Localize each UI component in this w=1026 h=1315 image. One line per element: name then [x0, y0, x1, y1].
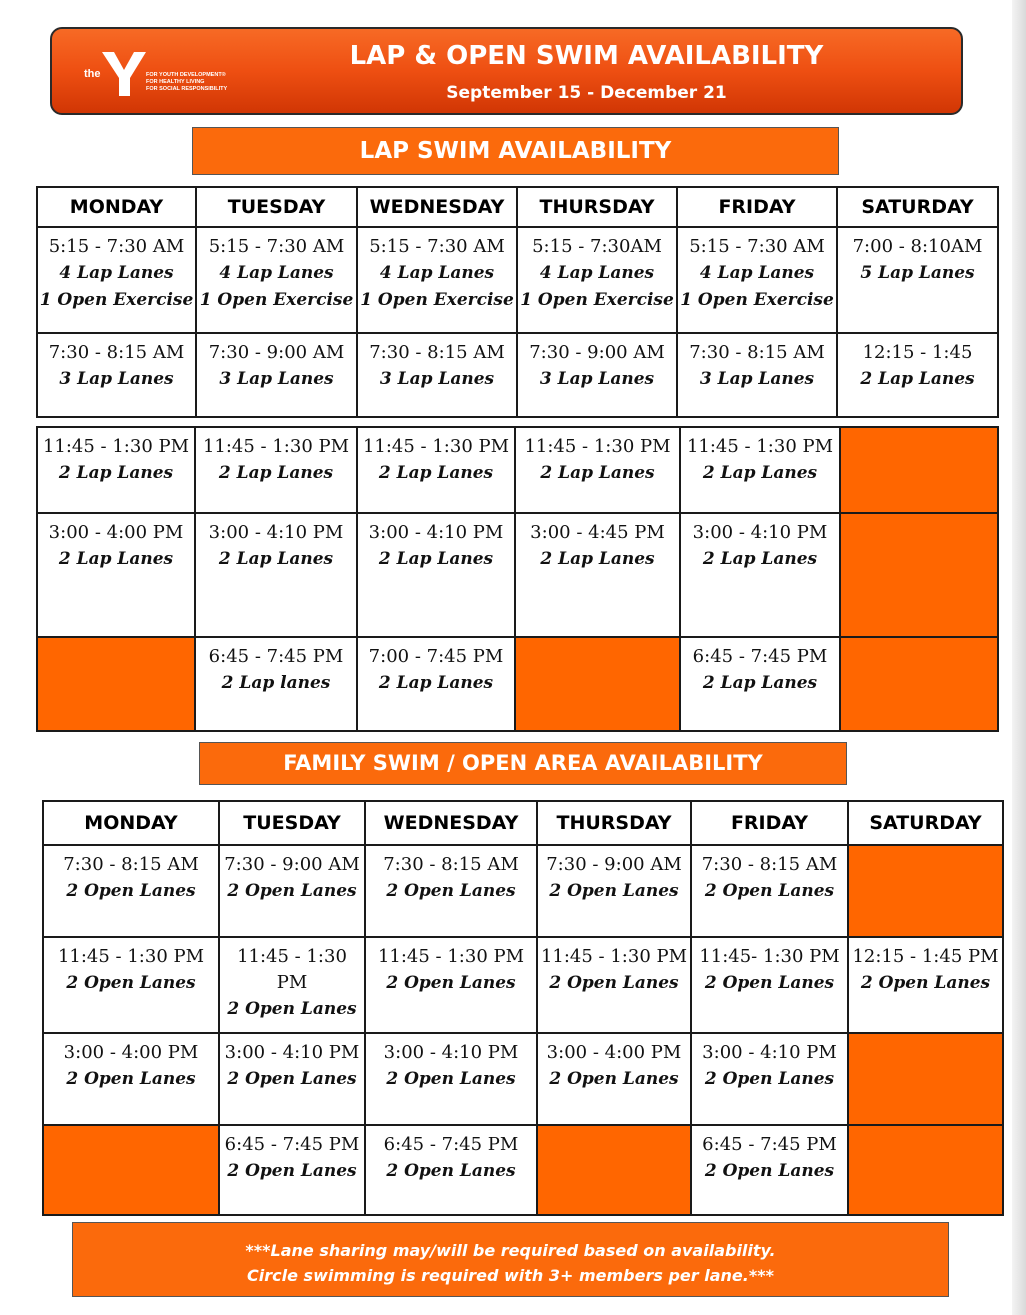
slot-time: 5:15 - 7:30 AM: [369, 236, 505, 257]
slot-lanes: 2 Open Lanes: [386, 973, 516, 993]
time-slot: [691, 1033, 848, 1125]
slot-time: 12:15 - 1:45 PM: [852, 946, 999, 967]
slot-lanes: 4 Lap Lanes: [379, 263, 495, 283]
time-slot: [691, 937, 848, 1033]
unavailable-slot: [515, 637, 680, 731]
slot-time: 3:00 - 4:10 PM: [224, 1042, 360, 1063]
slot-time: 7:30 - 9:00 AM: [546, 854, 682, 875]
time-slot: [195, 637, 357, 731]
logo-tagline-line: FOR YOUTH DEVELOPMENT®: [146, 72, 226, 78]
slot-open-exercise: 1 Open Exercise: [199, 290, 354, 310]
slot-lanes: 5 Lap Lanes: [860, 263, 975, 283]
slot-open-exercise: 1 Open Exercise: [360, 290, 514, 310]
slot-time: 11:45 - 1:30 PM: [57, 946, 205, 967]
slot-time: 6:45 - 7:45 PM: [692, 646, 828, 667]
time-slot: [365, 1125, 537, 1215]
slot-lanes: 2 Open Lanes: [227, 1161, 357, 1181]
slot-lanes: 2 Lap Lanes: [702, 463, 818, 483]
slot-time: 7:00 - 7:45 PM: [368, 646, 504, 667]
slot-time: 7:30 - 8:15 AM: [701, 854, 838, 875]
time-slot: [37, 227, 196, 333]
schedule-row: [43, 1033, 1003, 1125]
time-slot: [219, 937, 365, 1033]
slot-lanes: 2 Open Lanes: [227, 881, 357, 901]
slot-lanes: 2 Open Lanes: [704, 973, 835, 993]
day-header-tuesday: TUESDAY: [219, 801, 365, 845]
slot-time: 7:30 - 8:15 AM: [383, 854, 519, 875]
lap-swim-title: LAP SWIM AVAILABILITY: [192, 127, 839, 175]
slot-lanes: 2 Lap Lanes: [702, 549, 818, 569]
unavailable-slot: [840, 637, 998, 731]
time-slot: [365, 937, 537, 1033]
time-slot: [219, 1125, 365, 1215]
slot-time: 7:00 - 8:10AM: [852, 236, 983, 257]
slot-lanes: 4 Lap Lanes: [539, 263, 655, 283]
time-slot: [195, 427, 357, 513]
time-slot: [515, 513, 680, 637]
slot-lanes: 2 Open Lanes: [549, 881, 679, 901]
time-slot: [677, 227, 837, 333]
time-slot: [837, 333, 998, 417]
time-slot: [357, 637, 515, 731]
time-slot: [680, 427, 840, 513]
slot-time: 7:30 - 9:00 AM: [529, 342, 665, 363]
logo-tagline-line: FOR HEALTHY LIVING: [146, 79, 205, 85]
slot-lanes: 2 Open Lanes: [704, 1161, 835, 1181]
slot-lanes: 2 Lap lanes: [221, 673, 331, 693]
day-header-saturday: SATURDAY: [837, 187, 998, 227]
slot-lanes: 2 Open Lanes: [386, 1069, 516, 1089]
slot-lanes: 2 Open Lanes: [227, 1069, 357, 1089]
slot-lanes: 2 Open Lanes: [386, 1161, 516, 1181]
slot-lanes: 2 Lap Lanes: [860, 369, 975, 389]
time-slot: [848, 937, 1003, 1033]
slot-lanes: 3 Lap Lanes: [539, 369, 655, 389]
slot-time: 6:45 - 7:45 PM: [208, 646, 344, 667]
time-slot: [517, 333, 677, 417]
notice-line-2: Circle swimming is required with 3+ members per lane.***: [247, 1266, 774, 1285]
schedule-row: [43, 1125, 1003, 1215]
slot-time: 3:00 - 4:10 PM: [383, 1042, 519, 1063]
time-slot: [537, 937, 691, 1033]
slot-time: 7:30 - 9:00 AM: [208, 342, 345, 363]
date-range: September 15 - December 21: [446, 83, 727, 103]
schedule-row: [43, 845, 1003, 937]
time-slot: [43, 1033, 219, 1125]
slot-lanes: 2 Lap Lanes: [58, 463, 174, 483]
slot-time: 7:30 - 8:15 AM: [369, 342, 505, 363]
slot-lanes: 3 Lap Lanes: [59, 369, 174, 389]
slot-lanes: 4 Lap Lanes: [59, 263, 174, 283]
slot-open-exercise: 1 Open Exercise: [680, 290, 834, 310]
slot-lanes: 2 Lap Lanes: [58, 549, 174, 569]
slot-lanes: 2 Lap Lanes: [378, 463, 494, 483]
unavailable-slot: [43, 1125, 219, 1215]
slot-time: 3:00 - 4:00 PM: [48, 522, 184, 543]
logo-tagline: [146, 72, 227, 93]
time-slot: [37, 333, 196, 417]
time-slot: [219, 845, 365, 937]
slot-time: 5:15 - 7:30 AM: [689, 236, 825, 257]
unavailable-slot: [840, 513, 998, 637]
slot-lanes: 2 Open Lanes: [704, 881, 835, 901]
time-slot: [357, 427, 515, 513]
slot-time: 6:45 - 7:45 PM: [702, 1134, 837, 1155]
slot-time: 11:45 - 1:30 PM: [362, 436, 510, 457]
time-slot: [677, 333, 837, 417]
schedule-row: [37, 333, 998, 417]
family-swim-table: [42, 800, 1004, 1216]
time-slot: [537, 845, 691, 937]
slot-open-exercise: 1 Open Exercise: [520, 290, 674, 310]
slot-lanes: 2 Lap Lanes: [702, 673, 818, 693]
slot-time: 5:15 - 7:30 AM: [48, 236, 185, 257]
time-slot: [680, 513, 840, 637]
schedule-row: [37, 637, 998, 731]
slot-time: 11:45 - 1:30 PM: [202, 436, 350, 457]
slot-time: 3:00 - 4:10 PM: [208, 522, 344, 543]
slot-time: 12:15 - 1:45: [862, 342, 973, 363]
time-slot: [537, 1033, 691, 1125]
notice-line-1: ***Lane sharing may/will be required based on availability.: [245, 1241, 776, 1260]
time-slot: [196, 333, 357, 417]
time-slot: [680, 637, 840, 731]
slot-lanes: 2 Open Lanes: [704, 1069, 835, 1089]
logo-the-text: the: [84, 68, 101, 80]
slot-lanes: 2 Open Lanes: [66, 881, 196, 901]
slot-lanes: 2 Lap Lanes: [540, 463, 655, 483]
day-header-friday: FRIDAY: [677, 187, 837, 227]
slot-lanes: 3 Lap Lanes: [219, 369, 334, 389]
time-slot: [691, 1125, 848, 1215]
slot-lanes: 2 Open Lanes: [386, 881, 516, 901]
slot-lanes: 2 Lap Lanes: [378, 673, 494, 693]
slot-lanes: 2 Lap Lanes: [540, 549, 655, 569]
slot-time: 3:00 - 4:10 PM: [692, 522, 828, 543]
slot-time: 3:00 - 4:45 PM: [530, 522, 665, 543]
time-slot: [365, 845, 537, 937]
time-slot: [196, 227, 357, 333]
time-slot: [195, 513, 357, 637]
slot-lanes: 4 Lap Lanes: [219, 263, 334, 283]
slot-time: 7:30 - 8:15 AM: [689, 342, 825, 363]
slot-time: 3:00 - 4:10 PM: [368, 522, 504, 543]
day-header-saturday: SATURDAY: [848, 801, 1003, 845]
day-header-monday: MONDAY: [43, 801, 219, 845]
time-slot: [357, 333, 517, 417]
slot-time: 7:30 - 8:15 AM: [63, 854, 199, 875]
slot-time: 11:45- 1:30 PM: [699, 946, 840, 967]
time-slot: [219, 1033, 365, 1125]
slot-lanes: 2 Open Lanes: [549, 1069, 679, 1089]
slot-lanes: 2 Open Lanes: [860, 973, 991, 993]
day-header-wednesday: WEDNESDAY: [357, 187, 517, 227]
time-slot: [357, 227, 517, 333]
slot-time: 11:45 - 1:30 PM: [237, 946, 347, 993]
unavailable-slot: [848, 1033, 1003, 1125]
slot-time: 6:45 - 7:45 PM: [224, 1134, 360, 1155]
slot-time: 3:00 - 4:00 PM: [546, 1042, 682, 1063]
day-header-thursday: THURSDAY: [517, 187, 677, 227]
time-slot: [37, 513, 195, 637]
time-slot: [515, 427, 680, 513]
slot-lanes: 2 Lap Lanes: [378, 549, 494, 569]
day-header-wednesday: WEDNESDAY: [365, 801, 537, 845]
day-header-friday: FRIDAY: [691, 801, 848, 845]
slot-time: 11:45 - 1:30 PM: [377, 946, 525, 967]
slot-lanes: 3 Lap Lanes: [699, 369, 815, 389]
slot-time: 7:30 - 9:00 AM: [224, 854, 360, 875]
page-edge-shadow: [1012, 0, 1026, 1315]
slot-time: 11:45 - 1:30 PM: [686, 436, 834, 457]
slot-lanes: 2 Open Lanes: [549, 973, 679, 993]
unavailable-slot: [537, 1125, 691, 1215]
slot-time: 3:00 - 4:00 PM: [63, 1042, 199, 1063]
time-slot: [691, 845, 848, 937]
unavailable-slot: [37, 637, 195, 731]
day-header-tuesday: TUESDAY: [196, 187, 357, 227]
slot-lanes: 2 Open Lanes: [227, 999, 357, 1019]
time-slot: [43, 845, 219, 937]
slot-lanes: 2 Lap Lanes: [218, 549, 334, 569]
schedule-row: [37, 427, 998, 513]
slot-time: 6:45 - 7:45 PM: [383, 1134, 519, 1155]
page-title: LAP & OPEN SWIM AVAILABILITY: [349, 41, 824, 71]
slot-lanes: 2 Open Lanes: [66, 1069, 196, 1089]
time-slot: [365, 1033, 537, 1125]
schedule-row: [37, 227, 998, 333]
slot-lanes: 2 Lap Lanes: [218, 463, 334, 483]
slot-open-exercise: 1 Open Exercise: [39, 290, 194, 310]
slot-lanes: 4 Lap Lanes: [699, 263, 815, 283]
lane-sharing-notice: [72, 1222, 949, 1297]
time-slot: [43, 937, 219, 1033]
unavailable-slot: [840, 427, 998, 513]
time-slot: [517, 227, 677, 333]
time-slot: [837, 227, 998, 333]
slot-lanes: 2 Open Lanes: [66, 973, 196, 993]
slot-time: 5:15 - 7:30AM: [532, 236, 662, 257]
schedule-row: [37, 513, 998, 637]
time-slot: [37, 427, 195, 513]
unavailable-slot: [848, 845, 1003, 937]
family-swim-title: FAMILY SWIM / OPEN AREA AVAILABILITY: [199, 742, 847, 785]
time-slot: [357, 513, 515, 637]
slot-lanes: 3 Lap Lanes: [379, 369, 495, 389]
slot-time: 5:15 - 7:30 AM: [208, 236, 345, 257]
slot-time: 11:45 - 1:30 PM: [42, 436, 190, 457]
lap-swim-table-top: [36, 186, 999, 418]
header-banner: [50, 27, 963, 115]
lap-swim-table-bottom: [36, 426, 999, 732]
schedule-row: [43, 937, 1003, 1033]
slot-time: 11:45 - 1:30 PM: [524, 436, 671, 457]
slot-time: 7:30 - 8:15 AM: [48, 342, 185, 363]
day-header-thursday: THURSDAY: [537, 801, 691, 845]
slot-time: 11:45 - 1:30 PM: [540, 946, 688, 967]
day-header-monday: MONDAY: [37, 187, 196, 227]
unavailable-slot: [848, 1125, 1003, 1215]
ymca-y-logo-icon: [102, 50, 146, 96]
slot-time: 3:00 - 4:10 PM: [702, 1042, 837, 1063]
logo-tagline-line: FOR SOCIAL RESPONSIBILITY: [146, 86, 228, 92]
